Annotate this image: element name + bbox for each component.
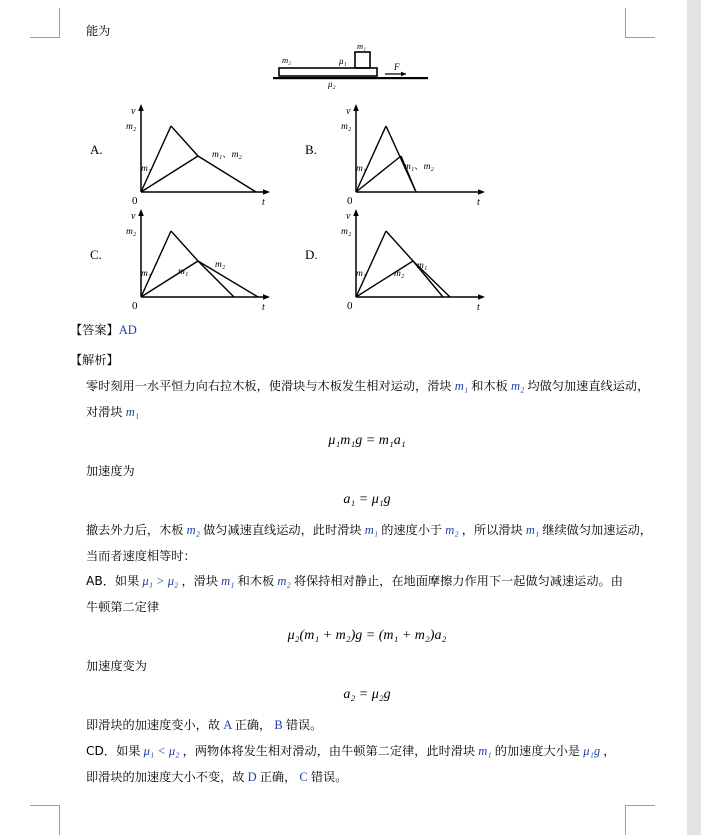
option-c-label-m2: m₂	[126, 227, 137, 237]
ab-text-c: 将保持相对静止，在地面摩擦力作用下一起做匀减速运动。由	[293, 574, 623, 589]
p3l2-text: 当而者速度相等时：	[86, 548, 196, 563]
svg-text:t: t	[262, 197, 265, 208]
p6-text-b: 正确，	[234, 718, 272, 732]
crop-mark-top-left	[30, 8, 60, 38]
crop-mark-bottom-right	[625, 805, 655, 835]
answer-row	[70, 322, 137, 339]
equation-1: μ₁m₁g = m₁a₁	[328, 432, 406, 448]
option-d-label-m2-mid: m₂	[394, 269, 405, 279]
apparatus-board-label: m₂	[282, 55, 292, 65]
svg-text:v: v	[131, 106, 136, 117]
p3-text-e: 继续做匀加速运动，	[542, 522, 652, 537]
option-b-label-m2: m₂	[341, 122, 352, 132]
p8-option-c: C	[299, 769, 308, 784]
p1-m1: m₁	[454, 379, 469, 393]
svg-text:t: t	[477, 302, 480, 313]
p3-m1: m₁	[364, 522, 379, 537]
ab-m1: m₁	[221, 574, 235, 589]
apparatus-diagram	[273, 41, 433, 94]
analysis-label: 【解析】	[70, 353, 119, 367]
p1l2-m1: m₁	[125, 404, 140, 419]
analysis-paragraph-1-line2	[86, 404, 648, 421]
stem-fragment-text: 能为	[86, 24, 111, 38]
option-d-letter: D.	[305, 247, 318, 262]
cd-mu-g: μ₁g	[583, 743, 601, 758]
analysis-paragraph-3-line2	[86, 548, 648, 565]
svg-text:t: t	[477, 197, 480, 208]
stem-fragment-line	[86, 22, 646, 40]
answer-label: 【答案】	[70, 323, 119, 337]
p1-text-a: 零时刻用一水平恒力向右拉木板，使滑块与木板发生相对运动，滑块	[86, 379, 452, 393]
svg-text:0: 0	[347, 195, 353, 207]
svg-text:v: v	[346, 211, 351, 222]
p1-text-c: 均做匀加速直线运动，	[527, 379, 650, 393]
analysis-paragraph-cd	[86, 743, 648, 760]
ab-m2: m₂	[277, 574, 291, 589]
analysis-paragraph-1	[86, 378, 648, 395]
svg-text:0: 0	[347, 300, 353, 312]
p2-text: 加速度为	[86, 463, 135, 478]
analysis-paragraph-5	[86, 658, 648, 675]
analysis-paragraph-ab-line2	[86, 599, 648, 616]
p3-text-b: 做匀减速直线运动，此时滑块	[203, 522, 362, 537]
p8-text-b: 正确，	[259, 769, 297, 784]
cd-text-b: 的加速度大小是	[494, 743, 581, 758]
equation-3: μ₂(m₁ + m₂)g = (m₁ + m₂)a₂	[287, 628, 447, 644]
p3-text-a: 撤去外力后，木板	[86, 522, 184, 537]
p8-text-c: 错误。	[310, 769, 348, 784]
cd-text-a: ，两物体将发生相对滑动，由牛顿第二定律，此时滑块	[182, 743, 476, 758]
equation-4: a₂ = μ₂g	[343, 687, 391, 702]
p8-text-a: 即滑块的加速度大小不变，故	[86, 769, 245, 784]
p1-m2: m₂	[510, 379, 525, 393]
option-a-graph	[86, 100, 301, 208]
option-a-letter: A.	[90, 142, 103, 157]
option-b-label-m1: m₁	[356, 164, 367, 174]
apparatus-mu-bottom-label: μ₂	[328, 79, 336, 89]
option-a-label-m2: m₂	[126, 122, 137, 132]
p5-text: 加速度变为	[86, 659, 147, 674]
svg-text:t: t	[262, 302, 265, 313]
cd-prefix: CD．如果	[86, 743, 141, 758]
cd-m1: m₁	[478, 743, 492, 758]
p6-option-b: B	[274, 718, 283, 732]
p3-text-d: ，所以滑块	[461, 522, 523, 537]
right-margin-strip	[687, 0, 701, 835]
option-c-letter: C.	[90, 247, 102, 262]
option-c-label-m1-left: m₁	[141, 269, 152, 279]
p8-option-d: D	[247, 769, 257, 784]
option-d-graph	[301, 205, 516, 313]
option-a-label-m1m2: m₁、m₂	[212, 150, 242, 160]
option-c-graph	[86, 205, 301, 313]
cd-inequality: μ₁ < μ₂	[143, 743, 180, 758]
p1l2-text: 对滑块	[86, 404, 123, 419]
svg-text:0: 0	[132, 195, 138, 207]
analysis-paragraph-2	[86, 463, 648, 480]
ab-inequality: μ₁ > μ₂	[142, 574, 179, 589]
option-d-label-m1-left: m₁	[356, 269, 367, 279]
svg-text:0: 0	[132, 300, 138, 312]
ab-text-a: ，滑块	[181, 574, 219, 589]
p3-m2: m₂	[186, 522, 200, 537]
option-b-letter: B.	[305, 142, 317, 157]
analysis-paragraph-3	[86, 522, 652, 539]
apparatus-block-label: m₁	[357, 41, 367, 51]
answer-value: AD	[118, 323, 137, 337]
p6-text-c: 错误。	[285, 718, 323, 732]
analysis-paragraph-6	[86, 717, 648, 734]
ab-prefix: AB．如果	[86, 574, 140, 589]
option-c-label-m1-mid: m₁	[178, 267, 189, 277]
p1-text-b: 和木板	[471, 379, 508, 393]
option-d-label-m1-right: m₁	[417, 261, 428, 271]
apparatus-force-label: F	[394, 62, 400, 72]
analysis-paragraph-8	[86, 769, 648, 786]
svg-text:v: v	[131, 211, 136, 222]
option-d-label-m2-top: m₂	[341, 227, 352, 237]
ab-l2-text: 牛顿第二定律	[86, 600, 160, 615]
ab-text-b: 和木板	[237, 574, 275, 589]
option-c-label-m2-right: m₂	[215, 260, 226, 270]
analysis-paragraph-ab	[86, 573, 648, 590]
p3-m1b: m₁	[525, 522, 540, 537]
option-b-graph	[301, 100, 516, 208]
option-b-label-m1m2: m₁、m₂	[404, 162, 434, 172]
cd-text-c: ，	[603, 743, 616, 758]
analysis-row	[70, 352, 119, 369]
apparatus-mu-top-label: μ₁	[339, 56, 347, 66]
equation-2: a₁ = μ₁g	[343, 491, 391, 507]
option-a-label-m1: m₁	[141, 164, 152, 174]
crop-mark-bottom-left	[30, 805, 60, 835]
p3-m2b: m₂	[445, 522, 459, 537]
p6-option-a: A	[223, 718, 232, 732]
svg-text:v: v	[346, 106, 351, 117]
analysis-body	[86, 378, 652, 795]
p3-text-c: 的速度小于	[381, 522, 443, 537]
p6-text-a: 即滑块的加速度变小，故	[86, 718, 221, 732]
option-graphs-group	[86, 100, 516, 320]
